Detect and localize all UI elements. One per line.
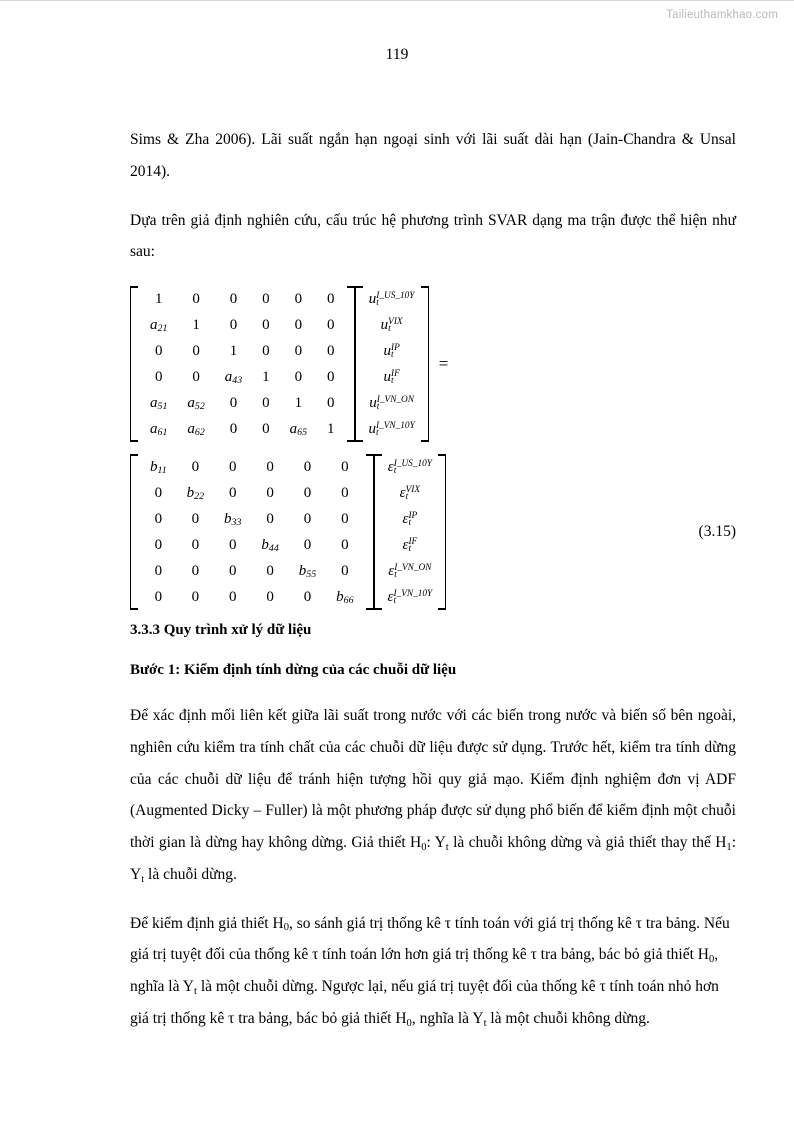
matrix-cell: 0 [341, 562, 349, 579]
vector-cell: $\varepsilon t^{IF}$ [402, 536, 418, 555]
matrix-cell: 0 [327, 290, 335, 307]
matrix-cell: 0 [229, 316, 238, 333]
matrix-cell: 0 [303, 510, 312, 527]
paragraph-adf-e: là chuỗi dừng. [144, 865, 237, 883]
matrix-cell: 0 [191, 458, 200, 475]
matrix-cell: 1 [154, 290, 163, 307]
matrix-cell: 1 [229, 342, 238, 359]
hypothesis-null-sub: 0 [283, 922, 289, 934]
equation-row-right [130, 454, 736, 610]
vector-cell: $ut^{I\_US\_10Y}$ [368, 290, 415, 309]
matrix-cell: 0 [327, 394, 335, 411]
vector-cell: $ut^{VIX}$ [380, 316, 403, 335]
matrix-cell: 0 [341, 484, 349, 501]
matrix-cell: $b_{11}$ [150, 458, 167, 477]
matrix-cell: 0 [229, 394, 238, 411]
paragraph-intro: Sims & Zha 2006). Lãi suất ngắn hạn ngoại sinh với lãi suất dài hạn (Jain-Chandra & Unsal 2014). [130, 131, 736, 180]
matrix-cell: 0 [154, 536, 163, 553]
matrix-cell: $a_{62}$ [187, 420, 205, 439]
hypothesis-alt-sub: 1 [726, 841, 732, 853]
vector-cell: $ut^{I\_VN\_ON}$ [369, 394, 414, 413]
matrix-cell: 0 [341, 510, 349, 527]
vector-row [384, 584, 437, 610]
matrix-cell: 0 [303, 484, 312, 501]
matrix-row [140, 390, 345, 416]
series-t-sub: t [141, 873, 145, 885]
vector-u [355, 286, 429, 442]
bracket-left-icon [130, 286, 140, 442]
hypothesis-null-sub: 0 [421, 841, 427, 853]
matrix-cell: 0 [154, 342, 163, 359]
matrix-cell: 0 [266, 562, 274, 579]
vector-cell: $ut^{IF}$ [383, 368, 400, 387]
paragraph-tau-test [130, 908, 736, 1035]
equation-number: (3.15) [698, 523, 736, 541]
matrix-cell: $b_{55}$ [298, 562, 317, 581]
page-number: 119 [385, 46, 409, 63]
vector-row [365, 338, 419, 364]
bracket-left-icon [355, 286, 365, 442]
matrix-cell: 0 [154, 588, 163, 605]
matrix-cell: 1 [327, 420, 335, 437]
matrix-cell: $b_{44}$ [261, 536, 279, 555]
paragraph-adf-a: Để xác định mối liên kết giữa lãi suất trong nước với các biến trong nước và biến số bên ngoài, nghiên cứu kiểm tra tính chất của các chuỗi dữ liệu được sử dụng. Trước hết, kiểm tra tính dừng của các chuỗi dữ liệu để tránh hiện tượng hồi quy giả mạo. Kiểm định nghiệm đơn vị ADF (Augmented Dicky – Fuller) là một phương pháp được sử dụng phổ biến để kiểm định một chuỗi thời gian là dừng hay không dừng. Giả thiết H [130, 707, 736, 852]
matrix-cell: $a_{61}$ [150, 420, 168, 439]
equation-3-15 [130, 286, 736, 610]
vector-row [365, 416, 419, 442]
vector-cell: $\varepsilon t^{I\_US\_10Y}$ [387, 458, 432, 477]
matrix-row [140, 584, 364, 610]
paragraph-tau-c: , nghĩa là Y [130, 946, 719, 996]
matrix-cell: $a_{21}$ [150, 316, 168, 335]
equation-row-left [130, 286, 736, 442]
vector-u-table [365, 286, 419, 442]
matrix-cell: 0 [191, 510, 200, 527]
matrix-cell: 0 [154, 368, 163, 385]
matrix-cell: 0 [228, 562, 237, 579]
matrix-cell: 0 [266, 588, 274, 605]
matrix-cell: 0 [262, 342, 270, 359]
matrix-cell: $b_{33}$ [224, 510, 242, 529]
matrix-row [140, 454, 364, 480]
matrix-cell: $a_{51}$ [150, 394, 168, 413]
matrix-cell: $a_{43}$ [224, 368, 243, 387]
matrix-cell: 0 [294, 368, 303, 385]
matrix-cell: 0 [327, 316, 335, 333]
matrix-cell: 0 [191, 562, 200, 579]
matrix-cell: 0 [303, 536, 312, 553]
matrix-cell: 0 [327, 368, 335, 385]
bracket-right-icon [345, 286, 355, 442]
vector-cell: $\varepsilon t^{VIX}$ [399, 484, 421, 503]
matrix-cell: 0 [266, 458, 274, 475]
vector-cell: $ut^{I\_VN\_10Y}$ [368, 420, 415, 439]
bracket-right-icon [436, 454, 446, 610]
matrix-cell: 0 [154, 484, 163, 501]
matrix-cell: 0 [266, 484, 274, 501]
vector-cell: $\varepsilon t^{IP}$ [402, 510, 418, 529]
matrix-cell: 0 [294, 316, 303, 333]
equals-sign: = [438, 354, 449, 374]
bracket-left-icon [130, 454, 140, 610]
matrix-cell: 0 [262, 290, 270, 307]
matrix-a [130, 286, 355, 442]
matrix-cell: $b_{22}$ [186, 484, 205, 503]
paragraph-svar-intro: Dựa trên giả định nghiên cứu, cấu trúc hệ phương trình SVAR dạng ma trận được thể hiện như sau: [130, 211, 736, 261]
matrix-cell: 0 [341, 458, 349, 475]
matrix-cell: 0 [294, 290, 303, 307]
matrix-cell: 1 [294, 394, 303, 411]
step-heading: Bước 1: Kiểm định tính dừng của các chuỗi dữ liệu [130, 662, 457, 679]
paragraph-tau-a: Để kiểm định giả thiết H [130, 914, 284, 932]
paragraph-tau-d: là một chuỗi dừng. Ngược lại, nếu giá trị tuyệt đối của thống kê τ tính toán nhỏ hơn giá trị thống kê τ tra bảng, bác bỏ giả thiết H [130, 978, 719, 1027]
matrix-cell: 0 [262, 316, 270, 333]
matrix-cell: 0 [192, 368, 200, 385]
vector-epsilon-table [384, 454, 437, 610]
matrix-cell: 0 [154, 562, 163, 579]
matrix-cell: 1 [262, 368, 270, 385]
matrix-row [140, 312, 345, 338]
vector-epsilon [374, 454, 447, 610]
matrix-cell: 0 [294, 342, 303, 359]
matrix-cell: $a_{65}$ [289, 420, 307, 439]
matrix-cell: 0 [341, 536, 349, 553]
matrix-cell: 0 [228, 484, 237, 501]
matrix-cell: 1 [192, 316, 200, 333]
series-t-sub: t [445, 841, 449, 853]
matrix-b [130, 454, 374, 610]
watermark-text: Tailieuthamkhao.com [666, 9, 778, 21]
paragraph-adf [130, 700, 736, 891]
paragraph-tau-f: là một chuỗi không dừng. [486, 1009, 650, 1027]
section-heading: 3.3.3 Quy trình xử lý dữ liệu [130, 622, 312, 639]
matrix-cell: 0 [262, 394, 270, 411]
matrix-row [140, 364, 345, 390]
vector-row [384, 532, 437, 558]
page-content [130, 124, 736, 1052]
matrix-row [140, 558, 364, 584]
paragraph-adf-d: : Y [130, 834, 736, 883]
vector-row [365, 390, 419, 416]
vector-row [365, 312, 419, 338]
vector-row [365, 286, 419, 312]
matrix-cell: 0 [192, 342, 200, 359]
vector-row [384, 480, 437, 506]
matrix-row [140, 416, 345, 442]
paragraph-tau-e: , nghĩa là Y [411, 1009, 484, 1027]
matrix-cell: 0 [229, 420, 238, 437]
series-t-sub: t [483, 1017, 487, 1029]
series-t-sub: t [194, 985, 197, 997]
matrix-cell: 0 [191, 536, 200, 553]
matrix-row [140, 480, 364, 506]
matrix-cell: 0 [327, 342, 335, 359]
matrix-a-table [140, 286, 345, 442]
matrix-cell: 0 [191, 588, 200, 605]
matrix-cell: 0 [303, 588, 312, 605]
bracket-right-icon [364, 454, 374, 610]
paragraph-adf-c: là chuỗi không dừng và giả thiết thay thế H [448, 834, 727, 852]
vector-cell: $\varepsilon t^{I\_VN\_10Y}$ [387, 588, 433, 607]
matrix-cell: 0 [154, 510, 163, 527]
paragraph-tau-b: , so sánh giá trị thống kê τ tính toán với giá trị thống kê τ tra bảng. Nếu giá trị tuyệt đối của thống kê τ tính toán lớn hơn giá trị thống kê τ tra bảng, bác bỏ giả thiết H [130, 914, 730, 964]
matrix-row [140, 338, 345, 364]
vector-row [365, 364, 419, 390]
paragraph-adf-b: : Y [426, 834, 446, 852]
matrix-cell: 0 [228, 536, 237, 553]
vector-cell: $\varepsilon t^{I\_VN\_ON}$ [388, 562, 432, 581]
matrix-cell: 0 [228, 458, 237, 475]
matrix-cell: 0 [262, 420, 270, 437]
vector-row [384, 454, 437, 480]
matrix-cell: 0 [192, 290, 200, 307]
matrix-cell: 0 [303, 458, 312, 475]
matrix-cell: $b_{66}$ [336, 588, 354, 607]
vector-row [384, 506, 437, 532]
matrix-cell: 0 [228, 588, 237, 605]
matrix-cell: 0 [266, 510, 274, 527]
matrix-row [140, 506, 364, 532]
matrix-b-table [140, 454, 364, 610]
vector-row [384, 558, 437, 584]
hypothesis-null-sub: 0 [708, 954, 715, 966]
bracket-left-icon [374, 454, 384, 610]
matrix-row [140, 286, 345, 312]
matrix-cell: $a_{52}$ [187, 394, 205, 413]
matrix-cell: 0 [229, 290, 238, 307]
matrix-row [140, 532, 364, 558]
vector-cell: $ut^{IP}$ [383, 342, 400, 361]
bracket-right-icon [419, 286, 429, 442]
hypothesis-null-sub: 0 [406, 1017, 412, 1029]
